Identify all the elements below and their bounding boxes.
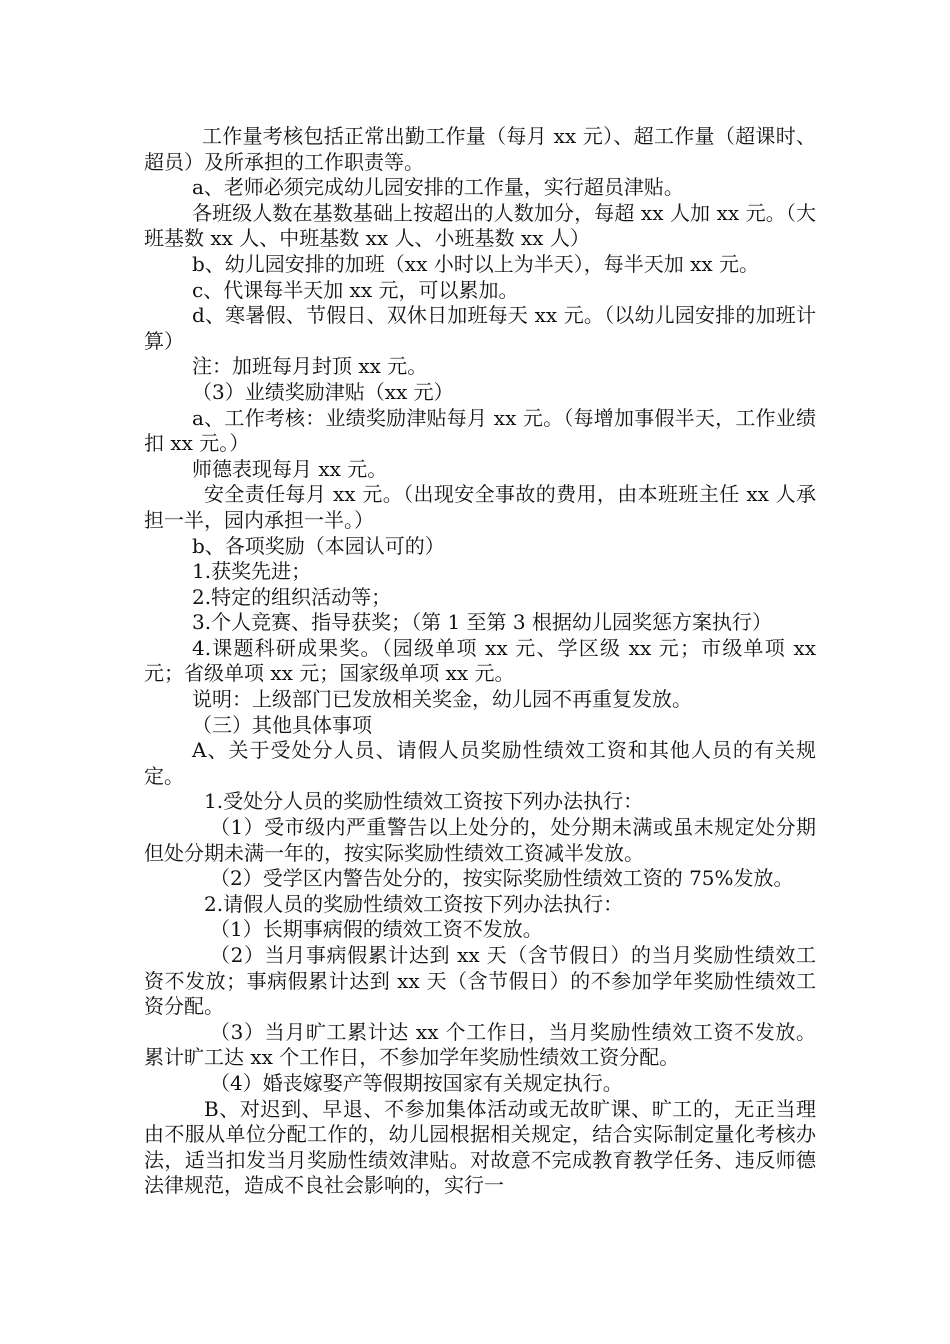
paragraph: 1.受处分人员的奖励性绩效工资按下列办法执行：	[204, 789, 644, 814]
paragraph: （3）业绩奖励津贴（xx 元）	[192, 379, 454, 404]
document-body	[144, 124, 823, 1199]
paragraph: 安全责任每月 xx 元。（出现安全事故的费用，由本班班主任 xx 人承担一半，园内承担一半。）	[144, 482, 816, 532]
paragraph: d、寒暑假、节假日、双休日加班每天 xx 元。（以幼儿园安排的加班计算）	[144, 303, 816, 353]
paragraph: 2.请假人员的奖励性绩效工资按下列办法执行：	[204, 891, 624, 916]
paragraph: B、对迟到、早退、不参加集体活动或无故旷课、旷工的，无正当理由不服从单位分配工作的，幼儿园根据相关规定，结合实际制定量化考核办法，适当扣发当月奖励性绩效津贴。对故意不完成教育教学任务、违反师德法律规范，造成不良社会影响的，实行一	[144, 1096, 816, 1198]
paragraph: 师德表现每月 xx 元。	[192, 456, 388, 481]
paragraph: （1）长期事病假的绩效工资不发放。	[210, 917, 543, 942]
paragraph: 各班级人数在基数基础上按超出的人数加分，每超 xx 人加 xx 元。（大班基数 xx 人、中班基数 xx 人、小班基数 xx 人）	[144, 200, 816, 251]
paragraph: （3）当月旷工累计达 xx 个工作日，当月奖励性绩效工资不发放。累计旷工达 xx 个工作日，不参加学年奖励性绩效工资分配。	[144, 1019, 816, 1070]
paragraph: 工作量考核包括正常出勤工作量（每月 xx 元）、超工作量（超课时、超员）及所承担的工作职责等。	[144, 124, 816, 174]
paragraph: b、各项奖励（本园认可的）	[192, 533, 445, 558]
paragraph: 4.课题科研成果奖。（园级单项 xx 元、学区级 xx 元；市级单项 xx 元；省级单项 xx 元；国家级单项 xx 元。	[144, 635, 823, 686]
paragraph: 3.个人竞赛、指导获奖；（第 1 至第 3 根据幼儿园奖惩方案执行）	[192, 610, 772, 635]
paragraph: b、幼儿园安排的加班（xx 小时以上为半天），每半天加 xx 元。	[192, 251, 759, 276]
paragraph: 1.获奖先进；	[192, 559, 312, 584]
paragraph: （1）受市级内严重警告以上处分的，处分期未满或虽未规定处分期但处分期未满一年的，按实际奖励性绩效工资减半发放。	[144, 815, 816, 865]
paragraph: 说明：上级部门已发放相关奖金，幼儿园不再重复发放。	[192, 687, 692, 712]
paragraph: c、代课每半天加 xx 元，可以累加。	[192, 277, 519, 302]
paragraph: 2.特定的组织活动等；	[192, 584, 392, 609]
paragraph: （2）当月事病假累计达到 xx 天（含节假日）的当月奖励性绩效工资不发放；事病假累计达到 xx 天（含节假日）的不参加学年奖励性绩效工资分配。	[144, 943, 816, 1019]
paragraph: a、工作考核：业绩奖励津贴每月 xx 元。（每增加事假半天，工作业绩扣 xx 元。）	[144, 405, 816, 456]
paragraph: （4）婚丧嫁娶产等假期按国家有关规定执行。	[210, 1070, 623, 1095]
paragraph: A、关于受处分人员、请假人员奖励性绩效工资和其他人员的有关规定。	[144, 738, 816, 788]
paragraph: a、老师必须完成幼儿园安排的工作量，实行超员津贴。	[192, 175, 684, 200]
paragraph: （三）其他具体事项	[192, 712, 372, 737]
paragraph: 注：加班每月封顶 xx 元。	[192, 354, 428, 379]
paragraph: （2）受学区内警告处分的，按实际奖励性绩效工资的 75%发放。	[210, 866, 794, 891]
